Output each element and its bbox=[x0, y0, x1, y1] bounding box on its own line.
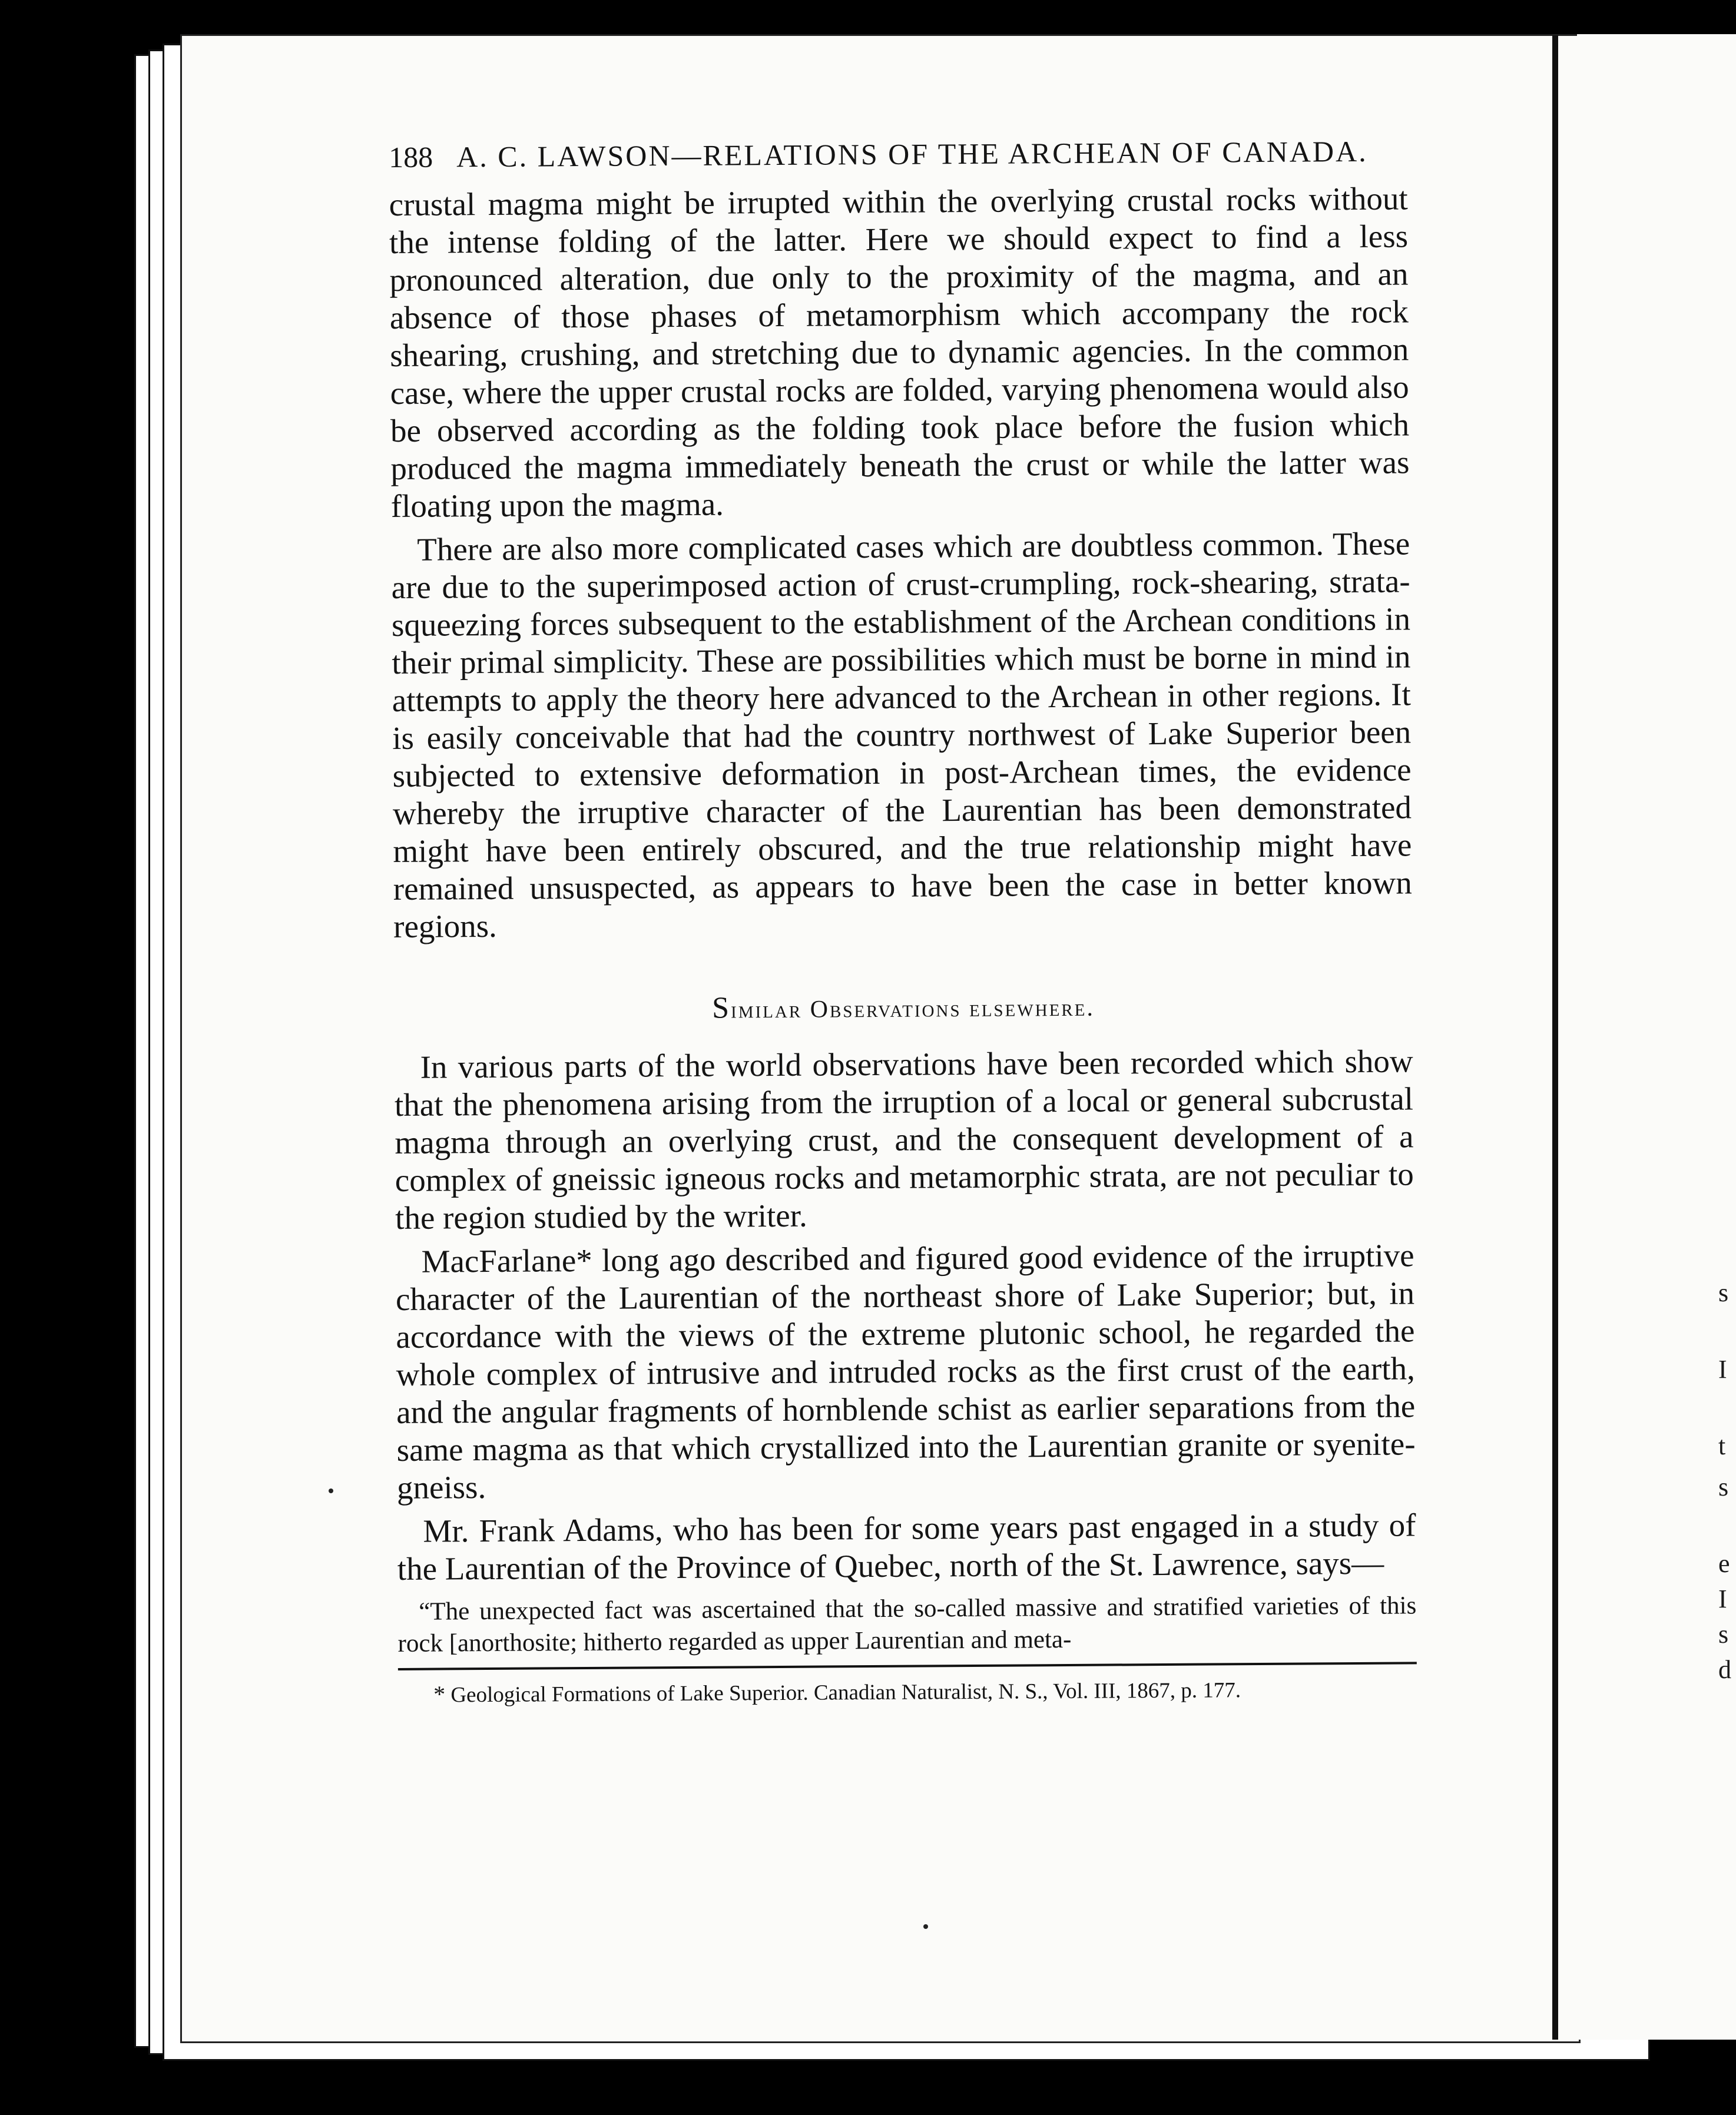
page-number: 188 bbox=[389, 140, 433, 174]
adjacent-page-fragment: d bbox=[1718, 1655, 1731, 1684]
page-gutter bbox=[1552, 35, 1558, 2040]
paragraph: There are also more complicated cases which are doubtless common. These are due to the superimposed action of crust-crumpling, rock-shearing, strata-squeezing forces subsequent to the establishment of the Archean conditions in their primal simplicity. These are possibilities which must be borne in mind in attempts to apply the theory here advanced to the Archean in other regions. It is easily conceivable that had the country northwest of Lake Superior been subjected to extensive deformation in post-Archean times, the evidence whereby the irruptive character of the Laurentian has been demonstrated might have been entirely obscured, and the true relationship might have remained unsuspected, as appears to have been the case in better known regions. bbox=[391, 525, 1412, 944]
paragraph: In various parts of the world observations have been recorded which show that the phenomena arising from the irruption of a local or general subcrustal magma through an overlying crust, and the consequent development of a complex of gneissic igneous rocks and metamorphic strata, are not peculiar to the region studied by the writer. bbox=[394, 1043, 1414, 1236]
ink-speck bbox=[329, 1489, 333, 1493]
adjacent-page-fragment: s bbox=[1718, 1278, 1729, 1307]
running-head bbox=[389, 134, 1407, 174]
section-heading: Similar Observations elsewhere. bbox=[711, 991, 1095, 1025]
adjacent-page-fragment: s bbox=[1718, 1620, 1729, 1649]
adjacent-page-fragment: I bbox=[1718, 1355, 1727, 1384]
block-quote: “The unexpected fact was ascertained that the so-called massive and stratified varieties of this rock [anorthosite; hitherto regarded as upper Laurentian and meta- bbox=[397, 1592, 1417, 1657]
paragraph: crustal magma might be irrupted within the overlying crustal rocks without the intense folding of the latter. Here we should expect to find a less pronounced alteration, due only to the proximity of the magma, and an absence of those phases of metamorphism which accompany the rock shearing, crushing, and stretching due to dynamic agencies. In the common case, where the upper crustal rocks are folded, varying phenomena would also be observed according as the folding took place before the fusion which produced the magma immediately beneath the crust or while the latter was floating upon the magma. bbox=[389, 180, 1410, 524]
page-text bbox=[389, 134, 1417, 1709]
footnote-rule bbox=[398, 1662, 1417, 1670]
running-title: A. C. LAWSON—RELATIONS OF THE ARCHEAN OF CANADA. bbox=[456, 134, 1368, 174]
adjacent-page-fragment: s bbox=[1718, 1473, 1729, 1501]
paragraph: Mr. Frank Adams, who has been for some years past engaged in a study of the Laurentian of the Province of Quebec, north of the St. Lawrence, says— bbox=[397, 1507, 1416, 1587]
paragraph: MacFarlane* long ago described and figured good evidence of the irruptive character of the Laurentian of the northeast shore of Lake Superior; but, in accordance with the views of the extreme plutonic school, he regarded the whole complex of intrusive and intruded rocks as the first crust of the earth, and the angular fragments of hornblende schist as earlier separations from the same magma as that which crystallized into the Laurentian granite or syenite-gneiss. bbox=[395, 1237, 1416, 1506]
footnote-text: Geological Formations of Lake Superior. Canadian Naturalist, N. S., Vol. III, 1867, p. 177. bbox=[450, 1678, 1241, 1708]
adjacent-page bbox=[1577, 34, 1736, 2040]
adjacent-page-fragment: e bbox=[1718, 1549, 1730, 1578]
adjacent-page-fragment: t bbox=[1718, 1431, 1726, 1460]
footnote-marker: * bbox=[433, 1680, 446, 1708]
ink-speck bbox=[923, 1924, 928, 1929]
adjacent-page-fragment: I bbox=[1718, 1584, 1727, 1613]
